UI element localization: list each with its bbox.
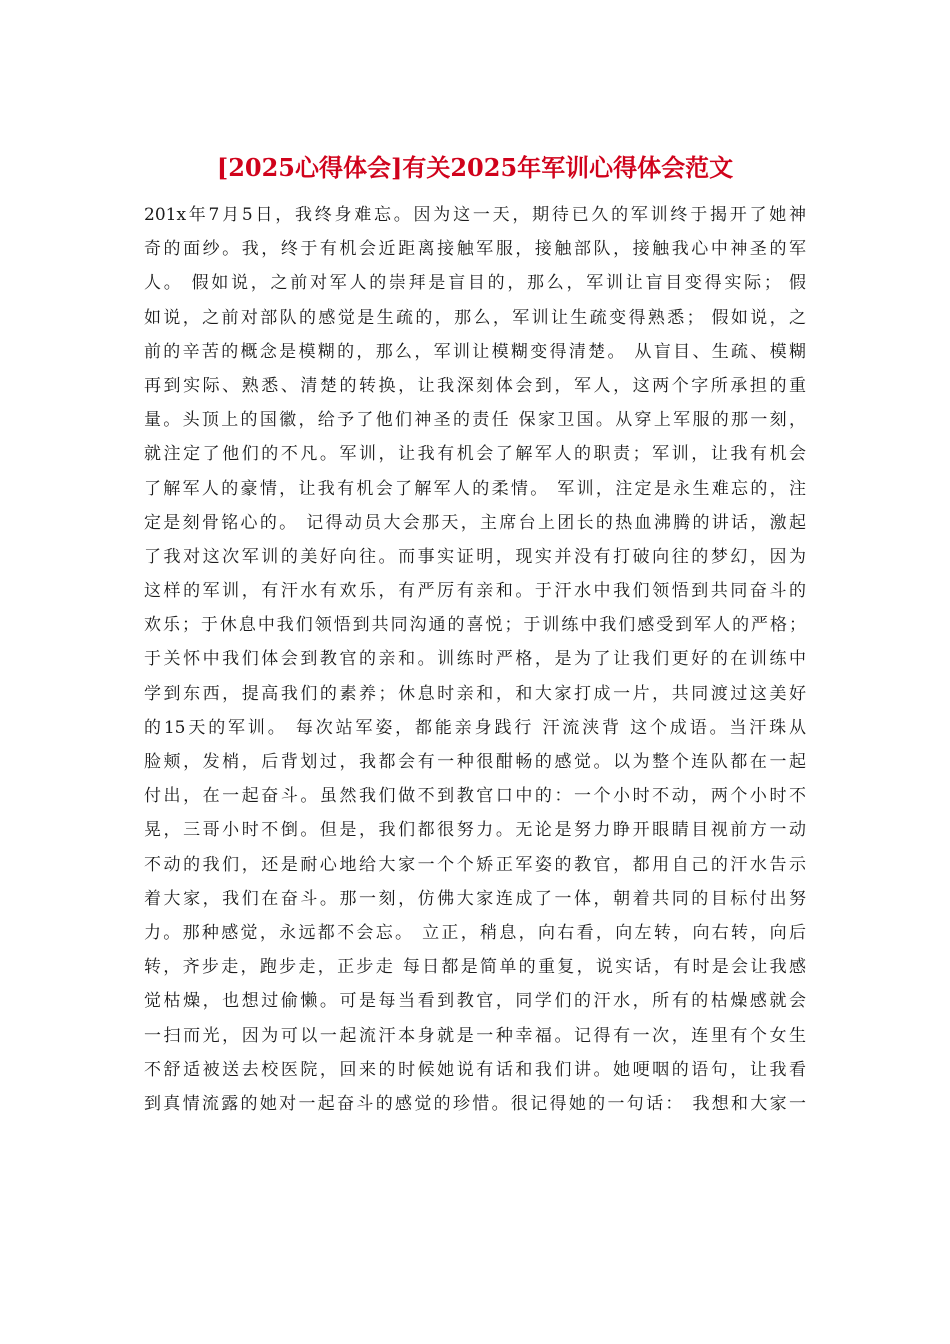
body-line: 再到实际、熟悉、清楚的转换，让我深刻体会到，军人，这两个字所承担的重: [144, 375, 806, 396]
body-line: 觉枯燥，也想过偷懒。可是每当看到教官，同学们的汗水，所有的枯燥感就会: [144, 991, 806, 1012]
body-line: 201x年7月5日，我终身难忘。因为这一天，期待已久的军训终于揭开了她神: [144, 205, 806, 225]
body-line: 了我对这次军训的美好向往。而事实证明，现实并没有打破向往的梦幻，因为: [144, 546, 806, 567]
body-line: 就注定了他们的不凡。军训，让我有机会了解军人的职责；军训，让我有机会: [144, 444, 806, 465]
body-line: 晃，三哥小时不倒。但是，我们都很努力。无论是努力睁开眼睛目视前方一动: [144, 820, 806, 841]
body-line: 如说，之前对部队的感觉是生疏的，那么，军训让生疏变得熟悉； 假如说，之: [144, 307, 806, 328]
body-line: 定是刻骨铭心的。 记得动员大会那天，主席台上团长的热血沸腾的讲话，激起: [144, 512, 806, 533]
body-line: 脸颊，发梢，后背划过，我都会有一种很酣畅的感觉。以为整个连队都在一起: [144, 752, 806, 772]
body-line: 了解军人的豪情，让我有机会了解军人的柔情。 军训，注定是永生难忘的，注: [144, 478, 806, 499]
body-line: 奇的面纱。我，终于有机会近距离接触军服，接触部队，接触我心中神圣的军: [144, 239, 806, 260]
body-line: 一扫而光，因为可以一起流汗本身就是一种幸福。记得有一次，连里有个女生: [144, 1025, 806, 1046]
body-line: 转，齐步走，跑步走，正步走 每日都是简单的重复，说实话，有时是会让我感: [144, 957, 806, 978]
body-line: 这样的军训，有汗水有欢乐，有严厉有亲和。于汗水中我们领悟到共同奋斗的: [144, 581, 806, 602]
document-title: [2025心得体会]有关2025年军训心得体会范文: [216, 153, 734, 182]
body-line: 欢乐；于休息中我们领悟到共同沟通的喜悦；于训练中我们感受到军人的严格；: [144, 615, 806, 636]
document-body: [144, 198, 806, 1121]
body-line: 到真情流露的她对一起奋斗的感觉的珍惜。很记得她的一句话： 我想和大家一: [144, 1093, 806, 1114]
body-line: 力。那种感觉，永远都不会忘。 立正，稍息，向右看，向左转，向右转，向后: [144, 922, 806, 943]
body-line: 付出，在一起奋斗。虽然我们做不到教官口中的：一个小时不动，两个小时不: [144, 786, 806, 807]
body-line: 于关怀中我们体会到教官的亲和。训练时严格，是为了让我们更好的在训练中: [144, 649, 806, 670]
body-line: 着大家，我们在奋斗。那一刻，仿佛大家连成了一体，朝着共同的目标付出努: [144, 888, 806, 909]
body-line: 人。 假如说，之前对军人的崇拜是盲目的，那么，军训让盲目变得实际； 假: [144, 273, 806, 294]
body-line: 量。头顶上的国徽，给予了他们神圣的责任 保家卫国。从穿上军服的那一刻，: [144, 410, 806, 431]
body-line: 学到东西，提高我们的素养；休息时亲和，和大家打成一片，共同渡过这美好: [144, 683, 806, 704]
body-line: 不动的我们，还是耐心地给大家一个个矫正军姿的教官，都用自己的汗水告示: [144, 854, 806, 875]
body-line: 前的辛苦的概念是模糊的，那么，军训让模糊变得清楚。 从盲目、生疏、模糊: [144, 341, 806, 362]
body-line: 的15天的军训。 每次站军姿，都能亲身践行 汗流浃背 这个成语。当汗珠从: [144, 717, 806, 738]
body-line: 不舒适被送去校医院，回来的时候她说有话和我们讲。她哽咽的语句，让我看: [144, 1059, 806, 1080]
